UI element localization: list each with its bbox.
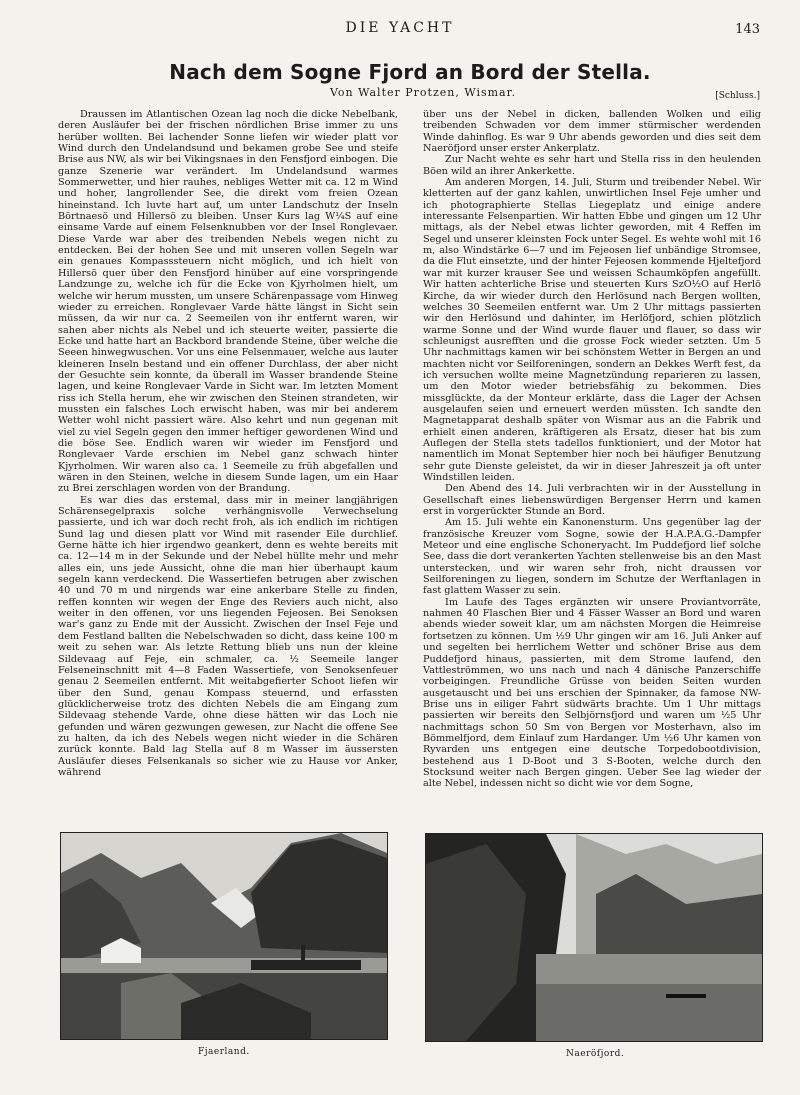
- photo-naeroefjord: [425, 833, 763, 1042]
- running-title: DIE YACHT: [345, 20, 455, 36]
- fjaerland-photo-image: [61, 833, 387, 1039]
- paragraph: Am anderen Morgen, 14. Juli, Sturm und treibender Nebel. Wir kletterten auf der ganz kahlen, unwirtlichen Insel Feje umher und ich photographierte Stellas Liegeplatz und einige andere interessante Felsenpartien. Wir hatten Ebbe und gingen um 12 Uhr mittags, als der Nebel etwas lichter geworden, mit 4 Reffen im Segel und unserer kleinsten Fock unter Segel. Es wehte wohl mit 16 m, also Windstärke 6—7 und im Fejeosen lief unbändige Stromsee, da die Flut einsetzte, und der hinter Fejeosen kommende Hjeltefjord war mit kurzer krauser See und weissen Schaumköpfen angefüllt. Wir hatten achterliche Brise und steuerten Kurs SzO½O auf Herlö Kirche, da wir wieder durch den Herlösund nach Bergen wollten, welches 30 Seemeilen entfernt war. Um 2 Uhr mittags passierten wir den Herlösund und dahinter, im Herlöfjord, schien plötzlich warme Sonne und der Wind wurde flauer und flauer, so dass wir schleunigst ausrefften und die grosse Fock wieder setzten. Um 5 Uhr nachmittags kamen wir bei schönstem Wetter in Bergen an und machten nicht vor Seilforeningen, sondern an Dekkes Werft fest, da ich versuchen wollte meine Magnetzündung reparieren zu lassen, um den Motor wieder betriebsfähig zu bekommen. Dies missglückte, da der Monteur erklärte, dass die Lager der Achsen ausgelaufen seien und erneuert werden müssten. Ich sandte den Magnetapparat deshalb später von Wismar aus an die Fabrik und erhielt einen anderen, kräftigeren als Ersatz, dieser hat bis zum Auflegen der Stella stets tadellos funktioniert, und der Motor hat namentlich im Monat September hier noch bei häufiger Benutzung sehr gute Dienste geleistet, da wir in dieser Jahreszeit ja oft unter Windstillen leiden.: [423, 177, 761, 483]
- caption-fjaerland: Fjaerland.: [198, 1047, 250, 1057]
- paragraph: Draussen im Atlantischen Ozean lag noch die dicke Nebelbank, deren Ausläufer bei der frischen nördlichen Brise immer zu uns herüber wollten. Bei lachender Sonne liefen wir wieder platt vor Wind durch den Undelandsund und bekamen grobe See und steife Brise aus NW, als wir bei Vikingsnaes in den Fensfjord einbogen. Die ganze Szenerie war verändert. Im Undelandsund warmes Sommerwetter, und hier rauhes, nebliges Wetter mit ca. 12 m Wind und hoher, langrollender See, die direkt vom freien Ozean hineinstand. Ich luvte hart auf, um unter Landschutz der Inseln Börtnaesö und Hillersö zu bleiben. Unser Kurs lag W¼S auf eine einsame Varde auf einem Felsenknubben vor der Insel Ronglevaer. Diese Varde war aber des treibenden Nebels wegen nicht zu entdecken. Bei der hohen See und mit unseren vollen Segeln war ein genaues Kompasssteuern nicht möglich, und ich hielt von Hillersö quer über den Fensfjord hinüber auf eine vorspringende Landzunge zu, welche ich für die Ecke von Kjyrholmen hielt, um welche wir herum mussten, um unsere Schärenpassage vom Hinweg wieder zu erreichen. Ronglevaer Varde hätte längst in Sicht sein müssen, da wir nur ca. 2 Seemeilen von ihr entfernt waren, wir sahen aber nichts als Nebel und ich steuerte weiter, passierte die Ecke und hatte hart an Backbord brandende Steine, über welche die Seeen hinwegwuschen. Vor uns eine Felsenmauer, welche aus lauter kleineren Inseln bestand und ein offener Durchlass, der aber nicht der Gesuchte sein konnte, da überall im Wasser brandende Steine lagen, und keine Ronglevaer Varde in Sicht war. Im letzten Moment riss ich Stella herum, ehe wir zwischen den Steinen strandeten, wir mussten ein falsches Loch erwischt haben, was mir bei anderem Wetter wohl nicht passiert wäre. Also kehrt und nun gegenan mit viel zu viel Segeln gegen den immer heftiger gewordenen Wind und die böse See. Endlich waren wir wieder im Fensfjord und Ronglevaer Varde erschien im Nebel ganz schwach hinter Kjyrholmen. Wir waren also ca. 1 Seemeile zu früh abgefallen und wären in den Steinen, welche in diesem Sunde lagen, um ein Haar zu Brei zerschlagen worden von der Brandung.: [58, 109, 398, 495]
- paragraph-continued: über uns der Nebel in dicken, ballenden Wolken und eilig treibenden Schwaden vor dem immer stürmischer werdenden Winde dahinflog. Es war 9 Uhr abends geworden und dies seit dem Naeröfjord unser erster Ankerplatz.: [423, 109, 761, 155]
- paragraph: Im Laufe des Tages ergänzten wir unsere Proviantvorräte, nahmen 40 Flaschen Bier und 4 Fässer Wasser an Bord und waren abends wieder soweit klar, um am nächsten Morgen die Heimreise fortsetzen zu können. Um ½9 Uhr gingen wir am 16. Juli Anker auf und segelten bei herrlichem Wetter und schöner Brise aus dem Puddefjord hinaus, passierten, mit dem Strome laufend, den Vattleströmmen, wo uns nach und nach 4 dänische Panzerschiffe vorbeigingen. Freundliche Grüsse von beiden Seiten wurden ausgetauscht und bei uns erschien der Spinnaker, da famose NW-Brise uns in eiliger Fahrt südwärts brachte. Um 1 Uhr mittags passierten wir bereits den Selbjörnsfjord und waren um ½5 Uhr nachmittags schon 50 Sm von Bergen vor Mosterhavn, also im Bömmelfjord, dem Einlauf zum Hardanger. Um ½6 Uhr kamen von Ryvarden uns entgegen eine deutsche Torpedobootdivision, bestehend aus 1 D-Boot und 3 S-Booten, welche durch den Stocksund weiter nach Bergen gingen. Ueber See lag wieder der alte Nebel, indessen nicht so dicht wie vor dem Sogne,: [423, 596, 761, 790]
- paragraph: Am 15. Juli wehte ein Kanonensturm. Uns gegenüber lag der französische Kreuzer vom Sogne, sowie der H.A.P.A.G.-Dampfer Meteor und eine englische Schoneryacht. Im Puddefjord lief solche See, dass die dort verankerten Yachten stellenweise bis an den Mast unterstecken, und wir waren sehr froh, nicht draussen vor Seilforeningen zu liegen, sondern im Schutze der Werftanlagen in fast glattem Wasser zu sein.: [423, 517, 761, 597]
- paragraph: Den Abend des 14. Juli verbrachten wir in der Ausstellung in Gesellschaft eines liebenswürdigen Bergenser Herrn und kamen erst in vorgerückter Stunde an Bord.: [423, 483, 761, 518]
- continued-note: [Schluss.]: [715, 91, 760, 101]
- paragraph: Es war dies das erstemal, dass mir in meiner langjährigen Schärensegelpraxis solche verhängnisvolle Verwechselung passierte, und ich war doch recht froh, als ich endlich im richtigen Sund lag und diesen platt vor Wind mit rasender Eile durchlief. Gerne hätte ich hier irgendwo geankert, denn es wehte bereits mit ca. 12—14 m in der Sekunde und der Nebel hüllte mehr und mehr alles ein, uns jede Aussicht, ohne die man hier überhaupt kaum segeln kann verdeckend. Die Wassertiefen betrugen aber zwischen 40 und 70 m und nirgends war eine ankerbare Stelle zu finden, reffen konnten wir wegen der Enge des Reviers auch nicht, also weiter in den offenen, vor uns liegenden Fejeosen. Bei Senoksen war's ganz zu Ende mit der Aussicht. Zwischen der Insel Feje und dem Festland ballten die Nebelschwaden so dicht, dass keine 100 m weit zu sehen war. Als letzte Rettung blieb uns nun der kleine Sildevaag auf Feje, ein schmaler, ca. ½ Seemeile langer Felseneinschnitt mit 4—8 Faden Wassertiefe, von Senoksenfeuer genau 2 Seemeilen entfernt. Mit weitabgefierter Schoot liefen wir über den Sund, genau Kompass steuernd, und erfassten glücklicherweise trotz des dichten Nebels die am Eingang zum Sildevaag stehende Varde, ohne diese hätten wir das Loch nie gefunden und wären gezwungen gewesen, zur Nacht die offene See zu halten, da ich des Nebels wegen nicht wieder in die Schären zurück konnte. Bald lag Stella auf 8 m Wasser im äussersten Ausläufer dieses Felsenkanals so sicher wie zu Hause vor Anker, während: [58, 494, 398, 778]
- caption-naeroefjord: Naeröfjord.: [566, 1049, 625, 1059]
- text-column-right: [423, 109, 761, 790]
- paragraph: Zur Nacht wehte es sehr hart und Stella riss in den heulenden Böen wild an ihrer Ankerkette.: [423, 154, 761, 177]
- text-column-left: [58, 109, 398, 778]
- byline: Von Walter Protzen, Wismar.: [330, 86, 517, 99]
- photo-fjaerland: [60, 832, 388, 1040]
- naeroefjord-photo-image: [426, 834, 762, 1041]
- article-title: Nach dem Sogne Fjord an Bord der Stella.: [169, 60, 651, 84]
- page-number: 143: [735, 22, 760, 37]
